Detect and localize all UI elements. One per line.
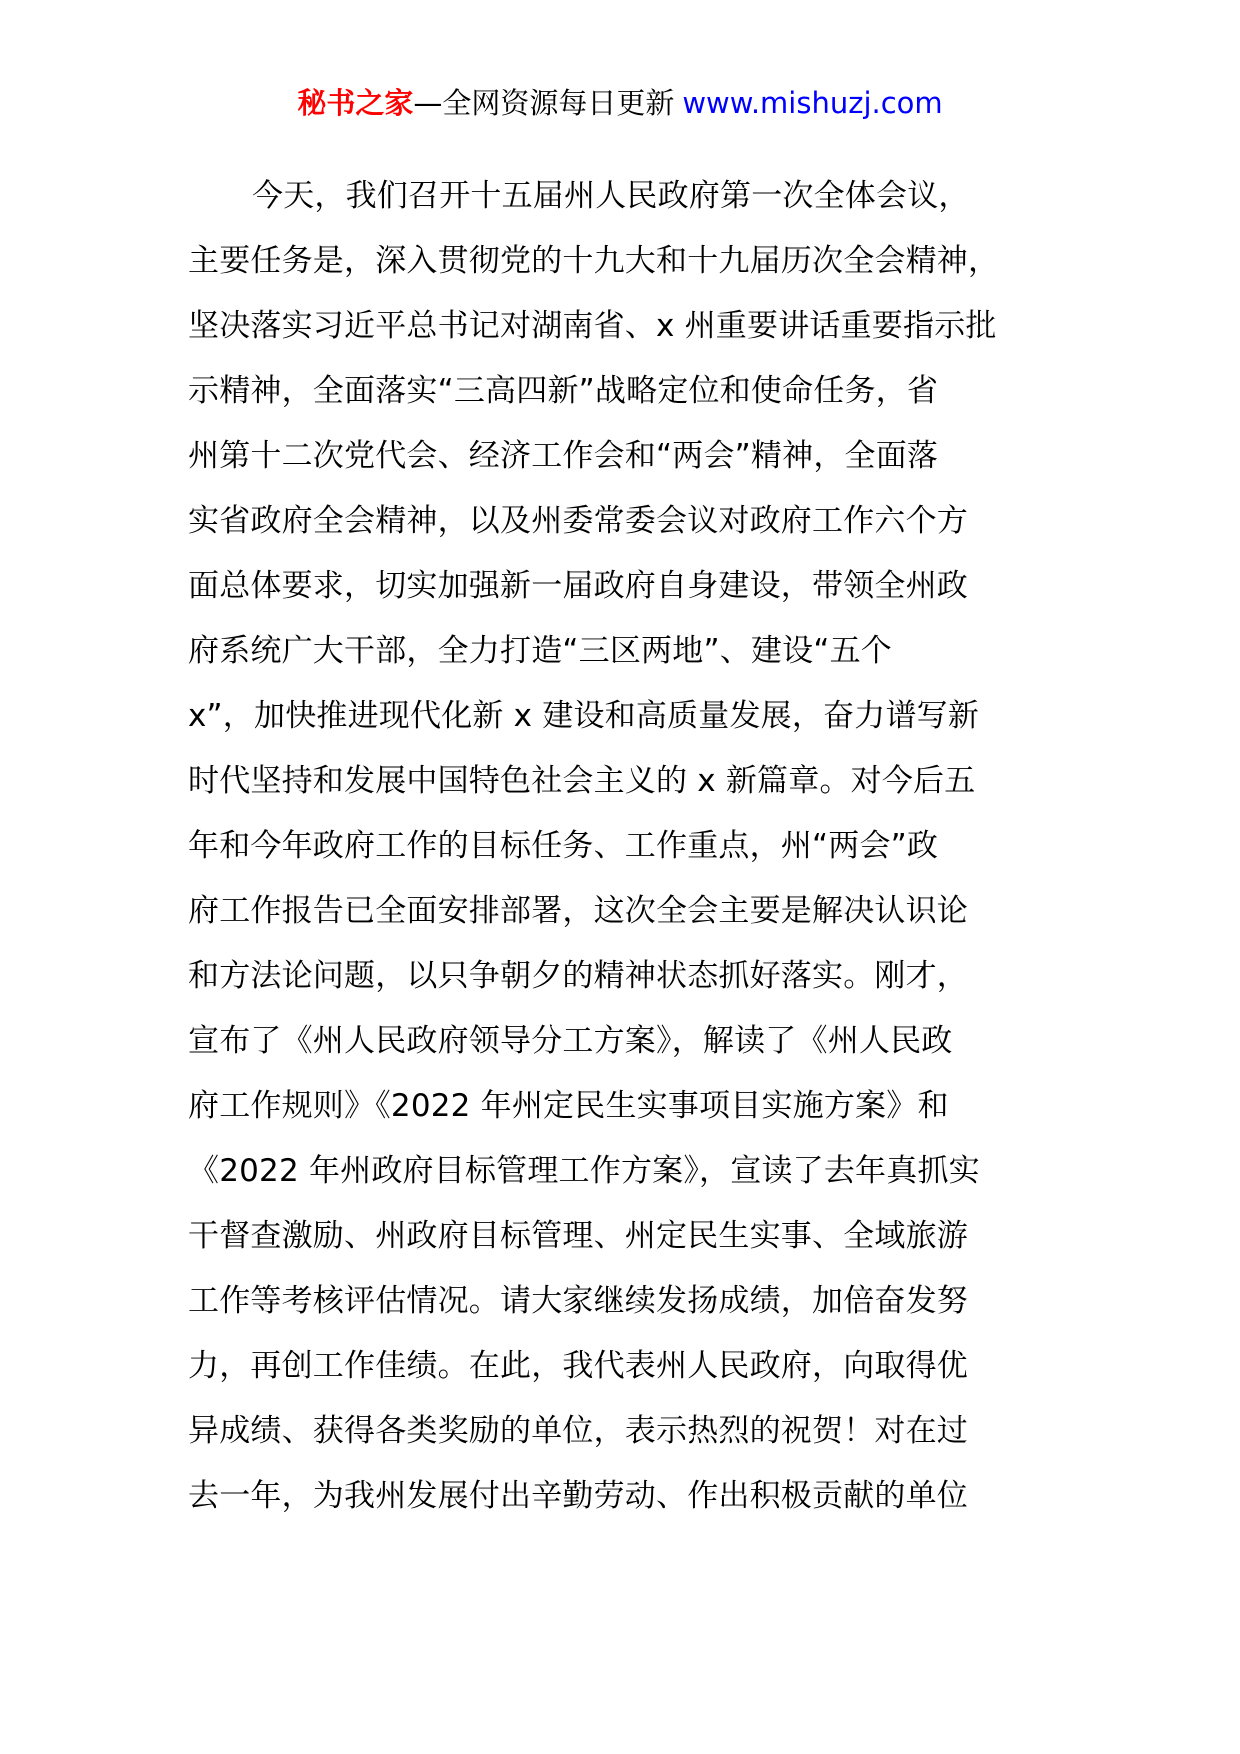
paragraph-line: 面总体要求，切实加强新一届政府自身建设，带领全州政 (188, 568, 968, 604)
paragraph-line: 《2022 年州政府目标管理工作方案》，宣读了去年真抓实 (188, 1153, 980, 1189)
paragraph-line: 干督查激励、州政府目标管理、州定民生实事、全域旅游 (188, 1218, 968, 1254)
paragraph-line: 去一年，为我州发展付出辛勤劳动、作出积极贡献的单位 (188, 1478, 968, 1514)
paragraph-line: 坚决落实习近平总书记对湖南省、x 州重要讲话重要指示批 (188, 308, 997, 344)
paragraph-line: 时代坚持和发展中国特色社会主义的 x 新篇章。对今后五 (188, 763, 976, 799)
page-header (0, 84, 1240, 122)
paragraph-line: 实省政府全会精神，以及州委常委会议对政府工作六个方 (188, 503, 968, 539)
paragraph-line: 工作等考核评估情况。请大家继续发扬成绩，加倍奋发努 (188, 1283, 968, 1319)
paragraph-line: 力，再创工作佳绩。在此，我代表州人民政府，向取得优 (188, 1348, 968, 1384)
paragraph-line: 府工作规则》《2022 年州定民生实事项目实施方案》和 (188, 1088, 949, 1124)
paragraph-line: x”，加快推进现代化新 x 建设和高质量发展，奋力谱写新 (188, 698, 980, 734)
paragraph-line: 和方法论问题，以只争朝夕的精神状态抓好落实。刚才， (188, 958, 968, 994)
paragraph-line: 州第十二次党代会、经济工作会和“两会”精神，全面落 (188, 438, 939, 474)
paragraph-line: 年和今年政府工作的目标任务、工作重点，州“两会”政 (188, 828, 939, 864)
paragraph-line: 异成绩、获得各类奖励的单位，表示热烈的祝贺！对在过 (188, 1413, 968, 1449)
site-link[interactable]: www.mishuzj.com (682, 86, 943, 120)
paragraph-line: 今天，我们召开十五届州人民政府第一次全体会议， (252, 178, 970, 214)
paragraph-line: 府工作报告已全面安排部署，这次全会主要是解决认识论 (188, 893, 968, 929)
body-paragraph (188, 164, 1068, 1529)
paragraph-line: 宣布了《州人民政府领导分工方案》，解读了《州人民政 (188, 1023, 953, 1059)
brand-name: 秘书之家 (297, 86, 414, 120)
paragraph-line: 府系统广大干部，全力打造“三区两地”、建设“五个 (188, 633, 892, 669)
header-tagline: —全网资源每日更新 (413, 86, 675, 120)
paragraph-line: 主要任务是，深入贯彻党的十九大和十九届历次全会精神， (188, 243, 1000, 279)
paragraph-line: 示精神，全面落实“三高四新”战略定位和使命任务，省 (188, 373, 939, 409)
